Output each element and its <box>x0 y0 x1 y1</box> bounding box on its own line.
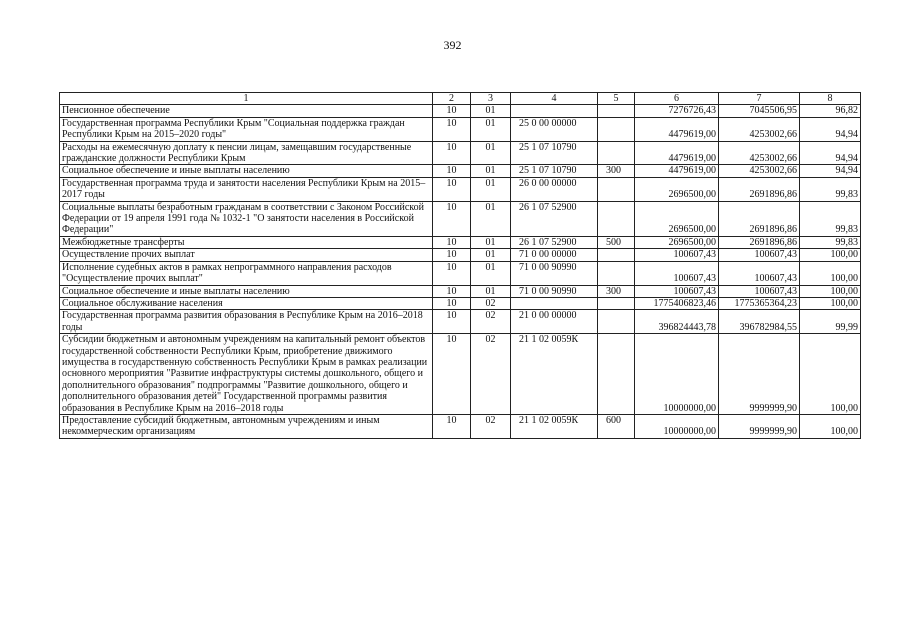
executed-amount: 9999999,90 <box>719 414 800 438</box>
planned-amount: 4479619,00 <box>635 165 719 177</box>
target-article-code: 71 0 00 90990 <box>511 261 598 285</box>
table-row <box>60 236 861 248</box>
row-name: Государственная программа труда и занятости населения Республики Крым на 2015–2017 годы <box>60 177 433 201</box>
header-cell: 2 <box>433 93 471 105</box>
section-code: 10 <box>433 414 471 438</box>
expense-type-code <box>598 105 635 117</box>
table-row <box>60 105 861 117</box>
target-article-code: 25 1 07 10790 <box>511 141 598 165</box>
table-row <box>60 165 861 177</box>
execution-percent: 99,83 <box>800 236 861 248</box>
table-row <box>60 177 861 201</box>
executed-amount: 100607,43 <box>719 285 800 297</box>
expense-type-code <box>598 310 635 334</box>
planned-amount: 100607,43 <box>635 285 719 297</box>
section-code: 10 <box>433 201 471 236</box>
table-row <box>60 249 861 261</box>
header-cell: 4 <box>511 93 598 105</box>
table-row <box>60 201 861 236</box>
executed-amount: 9999999,90 <box>719 334 800 415</box>
section-code: 10 <box>433 249 471 261</box>
execution-percent: 94,94 <box>800 117 861 141</box>
header-cell: 3 <box>471 93 511 105</box>
executed-amount: 4253002,66 <box>719 117 800 141</box>
subsection-code: 01 <box>471 105 511 117</box>
row-name: Социальное обеспечение и иные выплаты населению <box>60 285 433 297</box>
row-name: Расходы на ежемесячную доплату к пенсии лицам, замещавшим государственные гражданские должности Республики Крым <box>60 141 433 165</box>
section-code: 10 <box>433 297 471 309</box>
expense-type-code <box>598 201 635 236</box>
header-cell: 6 <box>635 93 719 105</box>
subsection-code: 02 <box>471 310 511 334</box>
target-article-code: 21 1 02 0059К <box>511 414 598 438</box>
expense-type-code <box>598 261 635 285</box>
subsection-code: 02 <box>471 334 511 415</box>
subsection-code: 01 <box>471 177 511 201</box>
executed-amount: 4253002,66 <box>719 165 800 177</box>
execution-percent: 100,00 <box>800 414 861 438</box>
subsection-code: 01 <box>471 285 511 297</box>
target-article-code: 25 0 00 00000 <box>511 117 598 141</box>
table-row <box>60 334 861 415</box>
expense-type-code: 300 <box>598 285 635 297</box>
executed-amount: 2691896,86 <box>719 177 800 201</box>
target-article-code: 26 0 00 00000 <box>511 177 598 201</box>
execution-percent: 94,94 <box>800 141 861 165</box>
planned-amount: 7276726,43 <box>635 105 719 117</box>
expense-type-code <box>598 297 635 309</box>
table-header-row <box>60 93 861 105</box>
executed-amount: 1775365364,23 <box>719 297 800 309</box>
execution-percent: 100,00 <box>800 334 861 415</box>
row-name: Межбюджетные трансферты <box>60 236 433 248</box>
section-code: 10 <box>433 261 471 285</box>
header-cell: 7 <box>719 93 800 105</box>
row-name: Государственная программа Республики Крым "Социальная поддержка граждан Республики Крым на 2015–2020 годы" <box>60 117 433 141</box>
target-article-code: 26 1 07 52900 <box>511 236 598 248</box>
planned-amount: 10000000,00 <box>635 414 719 438</box>
table-row <box>60 117 861 141</box>
section-code: 10 <box>433 310 471 334</box>
target-article-code: 71 0 00 90990 <box>511 285 598 297</box>
expense-type-code <box>598 177 635 201</box>
planned-amount: 2696500,00 <box>635 236 719 248</box>
subsection-code: 02 <box>471 297 511 309</box>
table-row <box>60 310 861 334</box>
target-article-code: 26 1 07 52900 <box>511 201 598 236</box>
planned-amount: 2696500,00 <box>635 201 719 236</box>
row-name: Исполнение судебных актов в рамках непрограммного направления расходов "Осуществление прочих выплат" <box>60 261 433 285</box>
section-code: 10 <box>433 177 471 201</box>
expense-type-code: 600 <box>598 414 635 438</box>
execution-percent: 94,94 <box>800 165 861 177</box>
section-code: 10 <box>433 285 471 297</box>
subsection-code: 01 <box>471 236 511 248</box>
planned-amount: 100607,43 <box>635 249 719 261</box>
expense-type-code <box>598 141 635 165</box>
row-name: Социальные выплаты безработным гражданам в соответствии с Законом Российской Федерации от 19 апреля 1991 года № 1032-1 "О занятости населения в Российской Федерации" <box>60 201 433 236</box>
row-name: Государственная программа развития образования в Республике Крым на 2016–2018 годы <box>60 310 433 334</box>
budget-table <box>59 92 861 439</box>
row-name: Осуществление прочих выплат <box>60 249 433 261</box>
planned-amount: 1775406823,46 <box>635 297 719 309</box>
subsection-code: 01 <box>471 165 511 177</box>
table-row <box>60 285 861 297</box>
table-row <box>60 141 861 165</box>
expense-type-code <box>598 117 635 141</box>
section-code: 10 <box>433 334 471 415</box>
execution-percent: 100,00 <box>800 249 861 261</box>
row-name: Социальное обслуживание населения <box>60 297 433 309</box>
subsection-code: 01 <box>471 201 511 236</box>
target-article-code <box>511 105 598 117</box>
target-article-code: 25 1 07 10790 <box>511 165 598 177</box>
planned-amount: 100607,43 <box>635 261 719 285</box>
execution-percent: 99,99 <box>800 310 861 334</box>
execution-percent: 99,83 <box>800 177 861 201</box>
target-article-code <box>511 297 598 309</box>
section-code: 10 <box>433 141 471 165</box>
table-row <box>60 297 861 309</box>
expense-type-code <box>598 249 635 261</box>
subsection-code: 01 <box>471 141 511 165</box>
planned-amount: 4479619,00 <box>635 141 719 165</box>
execution-percent: 100,00 <box>800 297 861 309</box>
planned-amount: 4479619,00 <box>635 117 719 141</box>
row-name: Субсидии бюджетным и автономным учреждениям на капитальный ремонт объектов государственной собственности Республики Крым, приобретение движимого имущества в государственную собственность Республики Крым в рамках реализации основного мероприятия "Развитие инфраструктуры системы дошкольного, общего и дополнительного образования" подпрограммы "Развитие дошкольного, общего и дополнительного образования детей" Государственной программы развития образования в Республике Крым на 2016–2018 годы <box>60 334 433 415</box>
table-row <box>60 414 861 438</box>
expense-type-code <box>598 334 635 415</box>
header-cell: 5 <box>598 93 635 105</box>
table-row <box>60 261 861 285</box>
header-cell: 8 <box>800 93 861 105</box>
executed-amount: 396782984,55 <box>719 310 800 334</box>
subsection-code: 01 <box>471 261 511 285</box>
header-cell: 1 <box>60 93 433 105</box>
planned-amount: 2696500,00 <box>635 177 719 201</box>
execution-percent: 100,00 <box>800 261 861 285</box>
target-article-code: 21 0 00 00000 <box>511 310 598 334</box>
executed-amount: 100607,43 <box>719 261 800 285</box>
executed-amount: 2691896,86 <box>719 201 800 236</box>
executed-amount: 2691896,86 <box>719 236 800 248</box>
section-code: 10 <box>433 165 471 177</box>
target-article-code: 71 0 00 00000 <box>511 249 598 261</box>
executed-amount: 4253002,66 <box>719 141 800 165</box>
subsection-code: 01 <box>471 249 511 261</box>
executed-amount: 7045506,95 <box>719 105 800 117</box>
expense-type-code: 500 <box>598 236 635 248</box>
target-article-code: 21 1 02 0059К <box>511 334 598 415</box>
execution-percent: 96,82 <box>800 105 861 117</box>
row-name: Предоставление субсидий бюджетным, автономным учреждениям и иным некоммерческим организациям <box>60 414 433 438</box>
row-name: Социальное обеспечение и иные выплаты населению <box>60 165 433 177</box>
section-code: 10 <box>433 117 471 141</box>
execution-percent: 99,83 <box>800 201 861 236</box>
subsection-code: 01 <box>471 117 511 141</box>
executed-amount: 100607,43 <box>719 249 800 261</box>
expense-type-code: 300 <box>598 165 635 177</box>
planned-amount: 10000000,00 <box>635 334 719 415</box>
subsection-code: 02 <box>471 414 511 438</box>
planned-amount: 396824443,78 <box>635 310 719 334</box>
section-code: 10 <box>433 236 471 248</box>
execution-percent: 100,00 <box>800 285 861 297</box>
row-name: Пенсионное обеспечение <box>60 105 433 117</box>
page-number: 392 <box>443 38 462 52</box>
section-code: 10 <box>433 105 471 117</box>
